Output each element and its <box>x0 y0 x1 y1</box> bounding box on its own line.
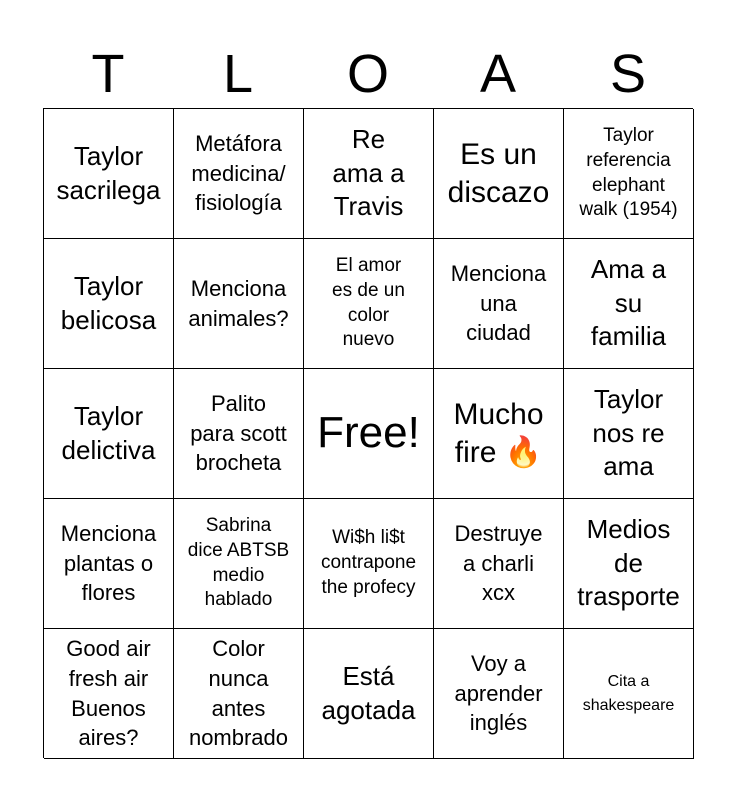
bingo-cell[interactable] <box>434 109 564 239</box>
bingo-header <box>43 40 693 108</box>
bingo-cell-text: Color nunca antes nombrado <box>188 636 289 751</box>
header-letter-3: O <box>346 44 389 104</box>
bingo-cell[interactable] <box>44 109 174 239</box>
header-letter-2: L <box>222 44 254 104</box>
bingo-cell-text: El amor es de un color nuevo <box>332 255 405 351</box>
bingo-cell-text: Taylor belicosa <box>60 270 157 335</box>
bingo-cell[interactable] <box>44 239 174 369</box>
bingo-cell[interactable] <box>304 499 434 629</box>
bingo-cell[interactable] <box>564 109 694 239</box>
bingo-cell-text: Ama a su familia <box>590 253 667 352</box>
bingo-cell-text: Palito para scott brocheta <box>190 390 287 476</box>
bingo-cell[interactable] <box>44 629 174 759</box>
bingo-cell[interactable] <box>564 369 694 499</box>
bingo-cell-text: Es un discazo <box>447 138 550 209</box>
bingo-cell[interactable] <box>434 499 564 629</box>
bingo-cell[interactable] <box>564 499 694 629</box>
bingo-cell[interactable] <box>174 239 304 369</box>
free-space-cell[interactable] <box>304 369 434 499</box>
header-letter-5: S <box>609 44 647 104</box>
bingo-cell-text: Voy a aprender inglés <box>454 650 543 736</box>
bingo-cell-text: Menciona plantas o flores <box>60 520 157 606</box>
bingo-cell-text: Free! <box>317 408 420 458</box>
bingo-cell[interactable] <box>564 239 694 369</box>
bingo-cell-text: Metáfora medicina/ fisiología <box>191 130 286 216</box>
bingo-cell-text: Re ama a Travis <box>332 123 405 222</box>
bingo-cell[interactable] <box>44 499 174 629</box>
bingo-cell-text: Wi$h li$t contrapone the profecy <box>320 527 417 598</box>
bingo-cell-text: Cita a shakespeare <box>582 673 675 714</box>
bingo-cell-text: Está agotada <box>321 660 416 725</box>
bingo-cell[interactable] <box>174 499 304 629</box>
header-letter-1: T <box>91 44 125 104</box>
bingo-cell[interactable] <box>44 369 174 499</box>
bingo-cell-text: Menciona animales? <box>188 275 289 331</box>
bingo-cell[interactable] <box>304 239 434 369</box>
bingo-cell[interactable] <box>174 109 304 239</box>
header-letter-4: A <box>479 44 517 104</box>
bingo-cell[interactable] <box>434 369 564 499</box>
bingo-cell[interactable] <box>434 239 564 369</box>
bingo-cell-text: Taylor sacrilega <box>56 140 161 205</box>
bingo-cell-text: Destruye a charli xcx <box>454 520 543 606</box>
bingo-cell-text: Mucho fire 🔥 <box>453 398 544 469</box>
bingo-cell-text: Medios de trasporte <box>577 513 680 612</box>
bingo-cell-text: Good air fresh air Buenos aires? <box>66 636 151 751</box>
bingo-cell-text: Taylor referencia elephant walk (1954) <box>579 125 678 221</box>
bingo-grid <box>43 108 693 758</box>
bingo-cell-text: Menciona una ciudad <box>450 260 547 346</box>
bingo-cell[interactable] <box>174 629 304 759</box>
bingo-cell[interactable] <box>304 109 434 239</box>
bingo-cell-text: Taylor delictiva <box>61 400 156 465</box>
bingo-cell-text: Taylor nos re ama <box>592 383 665 482</box>
bingo-cell[interactable] <box>174 369 304 499</box>
bingo-cell[interactable] <box>304 629 434 759</box>
bingo-cell-text: Sabrina dice ABTSB medio hablado <box>187 515 290 611</box>
bingo-cell[interactable] <box>564 629 694 759</box>
bingo-cell[interactable] <box>434 629 564 759</box>
